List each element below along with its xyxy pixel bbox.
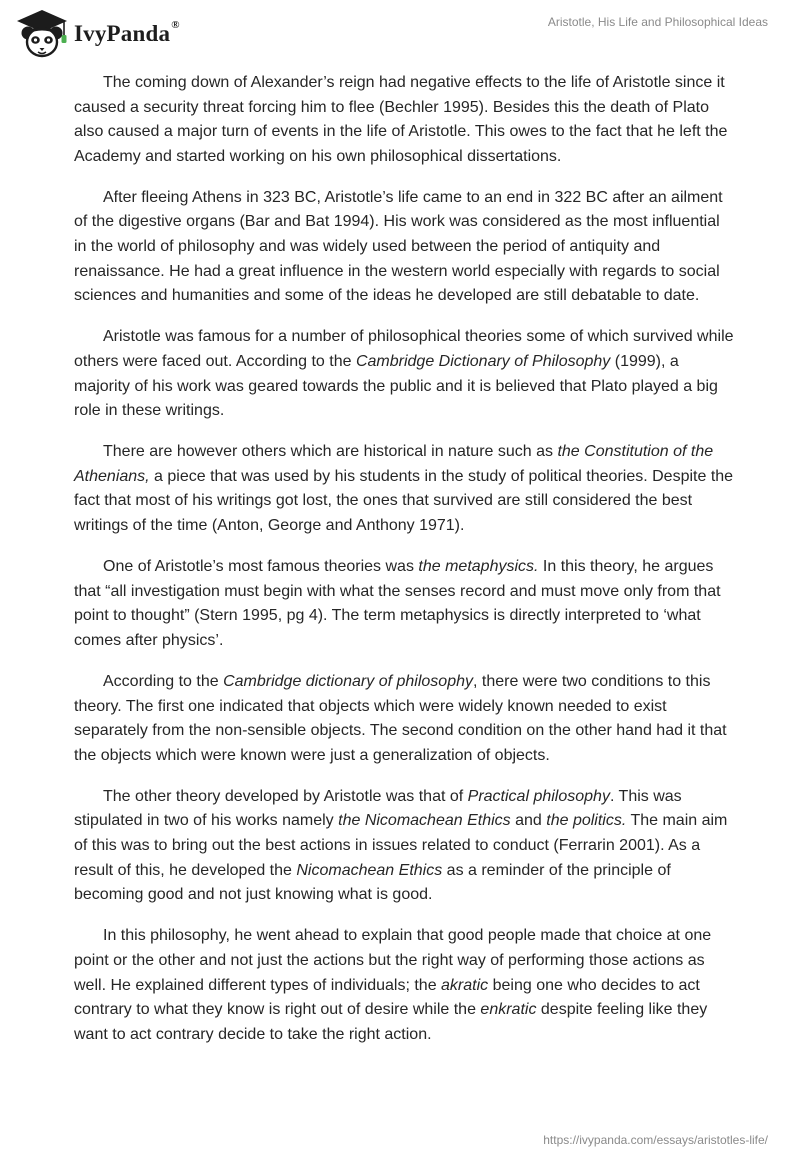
- paragraph-text: According to the: [103, 672, 224, 690]
- italic-text: the metaphysics.: [418, 558, 539, 576]
- italic-text: the politics.: [546, 812, 627, 830]
- paragraph: [74, 555, 734, 653]
- page-url[interactable]: https://ivypanda.com/essays/aristotles-life/: [543, 1133, 768, 1147]
- paragraph-text: The other theory developed by Aristotle was that of: [103, 787, 468, 805]
- italic-text: enkratic: [480, 1001, 537, 1019]
- paragraph-text: being one who decides to act contrary to what they know is right out of desire while the: [74, 976, 700, 1019]
- paragraph: [74, 440, 734, 538]
- page-header: [0, 0, 800, 62]
- italic-text: the Constitution of the Athenians,: [74, 443, 714, 485]
- paragraph: [74, 186, 734, 309]
- paragraph-text: . This was stipulated in two of his works namely: [74, 787, 682, 830]
- paragraph-text: and: [510, 812, 547, 830]
- brand-name: [74, 21, 180, 47]
- paragraph-text: In this theory, he argues that “all investigation must begin with what the senses record and must move only from that point to thought” (Stern 1995, pg 4). The term metaphysics is directly interpreted to ‘what comes after physics’.: [74, 558, 721, 649]
- paragraph-text: The main aim of this was to bring out the best actions in issues related to conduct (Ferrarin 2001). As a result of this, he developed the: [74, 812, 728, 879]
- paragraph: [74, 71, 734, 169]
- paragraph-text: There are however others which are historical in nature such as: [103, 443, 558, 461]
- paragraph: [74, 924, 734, 1047]
- italic-text: Cambridge Dictionary of Philosophy: [355, 352, 611, 370]
- italic-text: the Nicomachean Ethics: [338, 812, 511, 830]
- paragraph-text: Aristotle was famous for a number of philosophical theories some of which survived while others were faced out. According to the: [74, 328, 734, 370]
- paragraph-text: After fleeing Athens in 323 BC, Aristotle’s life came to an end in 322 BC after an ailment of the digestive organs (Bar and Bat 1994). His work was considered as the most influential in the world of philosophy and was widely used between the period of antiquity and renaissance. He had a great influence in the western world especially with regards to social sciences and humanities and some of the ideas he developed are still debatable to date.: [74, 188, 723, 305]
- paragraph: [74, 670, 734, 768]
- document-title: Aristotle, His Life and Philosophical Ideas: [547, 15, 768, 29]
- italic-text: Nicomachean Ethics: [296, 861, 443, 879]
- paragraph-text: (1999), a majority of his work was geared towards the public and it is believed that Plato played a big role in these writings.: [74, 352, 718, 420]
- italic-text: Cambridge dictionary of philosophy: [223, 672, 473, 690]
- paragraph-text: as a reminder of the principle of becoming good and not just knowing what is good.: [74, 861, 671, 904]
- italic-text: akratic: [441, 976, 489, 994]
- paragraph: [74, 325, 734, 423]
- paragraph: [74, 785, 734, 908]
- paragraph-text: a piece that was used by his students in the study of political theories. Despite the fact that most of his writings got lost, the ones that survived are still considered the best writings of the time (Anton, George and Anthony 1971).: [74, 467, 734, 534]
- brand-text: IvyPanda: [74, 21, 171, 46]
- panda-graduate-icon: [14, 9, 70, 59]
- paragraph-text: The coming down of Alexander’s reign had negative effects to the life of Aristotle since it caused a security threat forcing him to flee (Bechler 1995). Besides this the death of Plato also caused a major turn of events in the life of Aristotle. This owes to the fact that he left the Academy and started working on his own philosophical dissertations.: [74, 74, 728, 165]
- paragraph-text: One of Aristotle’s most famous theories was: [103, 558, 419, 576]
- paragraph-text: , there were two conditions to this theory. The first one indicated that objects which were widely known needed to exist separately from the non-sensible objects. The second condition on the other hand had it that the objects which were known were just a generalization of objects.: [74, 672, 727, 764]
- essay-body: [74, 71, 734, 1064]
- italic-text: Practical philosophy: [467, 787, 610, 805]
- paragraph-text: despite feeling like they want to act contrary decide to take the right action.: [74, 1001, 708, 1043]
- ivypanda-logo[interactable]: [14, 9, 180, 59]
- paragraph-text: In this philosophy, he went ahead to explain that good people made that choice at one point or the other and not just the actions but the right way of performing those actions as well. He explained different types of individuals; the: [74, 927, 712, 994]
- registered-mark: ®: [171, 19, 180, 31]
